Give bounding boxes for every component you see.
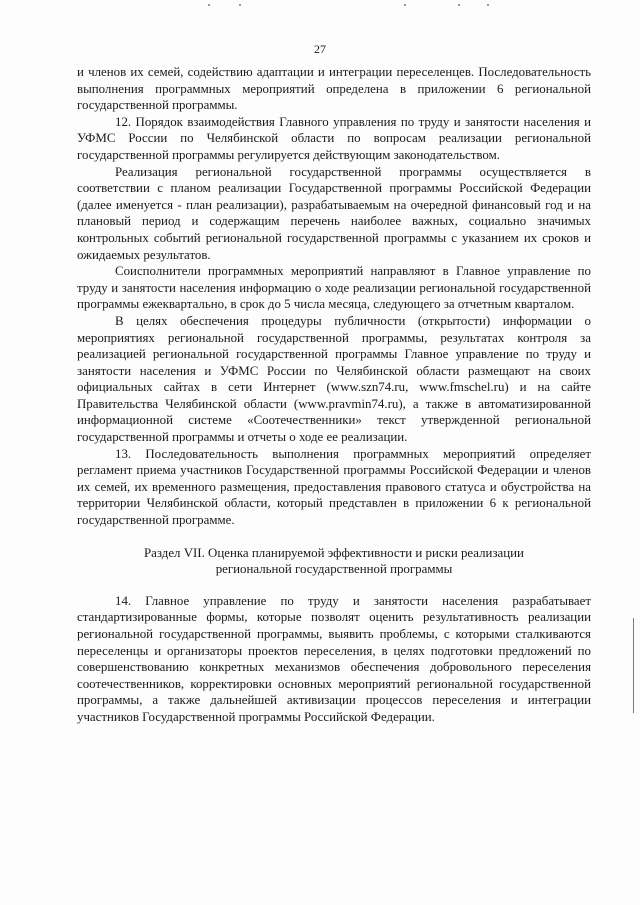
page-number: 27 [314,42,326,56]
paragraph-continuation: и членов их семей, содействию адаптации и интеграции переселенцев. Последовательность выполнения программных мероприятий определена в приложении 6 региональной государственной программы. [77,65,591,113]
paragraph-co-executors: Соисполнители программных мероприятий направляют в Главное управление по труду и занятости населения информацию о ходе реализации региональной государственной программы ежеквартально, в срок до 5 числа месяца, следующего за отчетным кварталом. [77,264,591,312]
section-heading-line-1: Раздел VII. Оценка планируемой эффективности и риски реализации [144,545,524,560]
paragraph-13: 13. Последовательность выполнения программных мероприятий определяет регламент приема участников Государственной программы Российской Федерации и членов их семей, их временного размещения, предоставления правового статуса и обустройства на территории Челябинской области, который представлен в приложении 6 к региональной государственной программе. [77,446,591,528]
scan-artifact-dots [0,4,640,10]
paragraph-implementation-plan: Реализация региональной государственной программы осуществляется в соответствии с планом реализации Государственной программы Российской Федерации (далее именуется - план реализации), разрабатываемым на очередной финансовый год и на плановый период и содержащим перечень наиболее важных, социально значимых контрольных событий региональной государственной программы с указанием их сроков и ожидаемых результатов. [77,164,591,262]
paragraph-publicity: В целях обеспечения процедуры публичности (открытости) информации о мероприятиях региональной государственной программы, результатах контроля за реализацией региональной государственной программы Главное управление по труду и занятости населения и УФМС России по Челябинской области размещают на своих официальных сайтах в сети Интернет (www.szn74.ru, www.fmschel.ru) и на сайте Правительства Челябинской области (www.pravmin74.ru), а также в автоматизированной информационной системе «Соотечественники» текст утвержденной региональной государственной программы и отчеты о ходе ее реализации. [77,313,591,445]
document-body [77,64,591,726]
section-heading-line-2: региональной государственной программы [215,562,453,577]
paragraph-14: 14. Главное управление по труду и занятости населения разрабатывает стандартизированные формы, которые позволят оценить результативность реализации региональной государственной программы, выявить проблемы, с которыми сталкиваются переселенцы и организаторы проектов переселения, в целях подготовки предложений по совершенствованию конкретных механизмов обеспечения добровольного переселения соотечественников, корректировки основных мероприятий региональной государственной программы, а также дальнейшей активизации процессов переселения и интеграции участников Государственной программы Российской Федерации. [77,593,591,724]
scan-edge-mark [633,618,634,713]
paragraph-12: 12. Порядок взаимодействия Главного управления по труду и занятости населения и УФМС России по Челябинской области по вопросам реализации региональной государственной программы регулируется действующим законодательством. [77,114,591,162]
section-heading [77,545,591,578]
